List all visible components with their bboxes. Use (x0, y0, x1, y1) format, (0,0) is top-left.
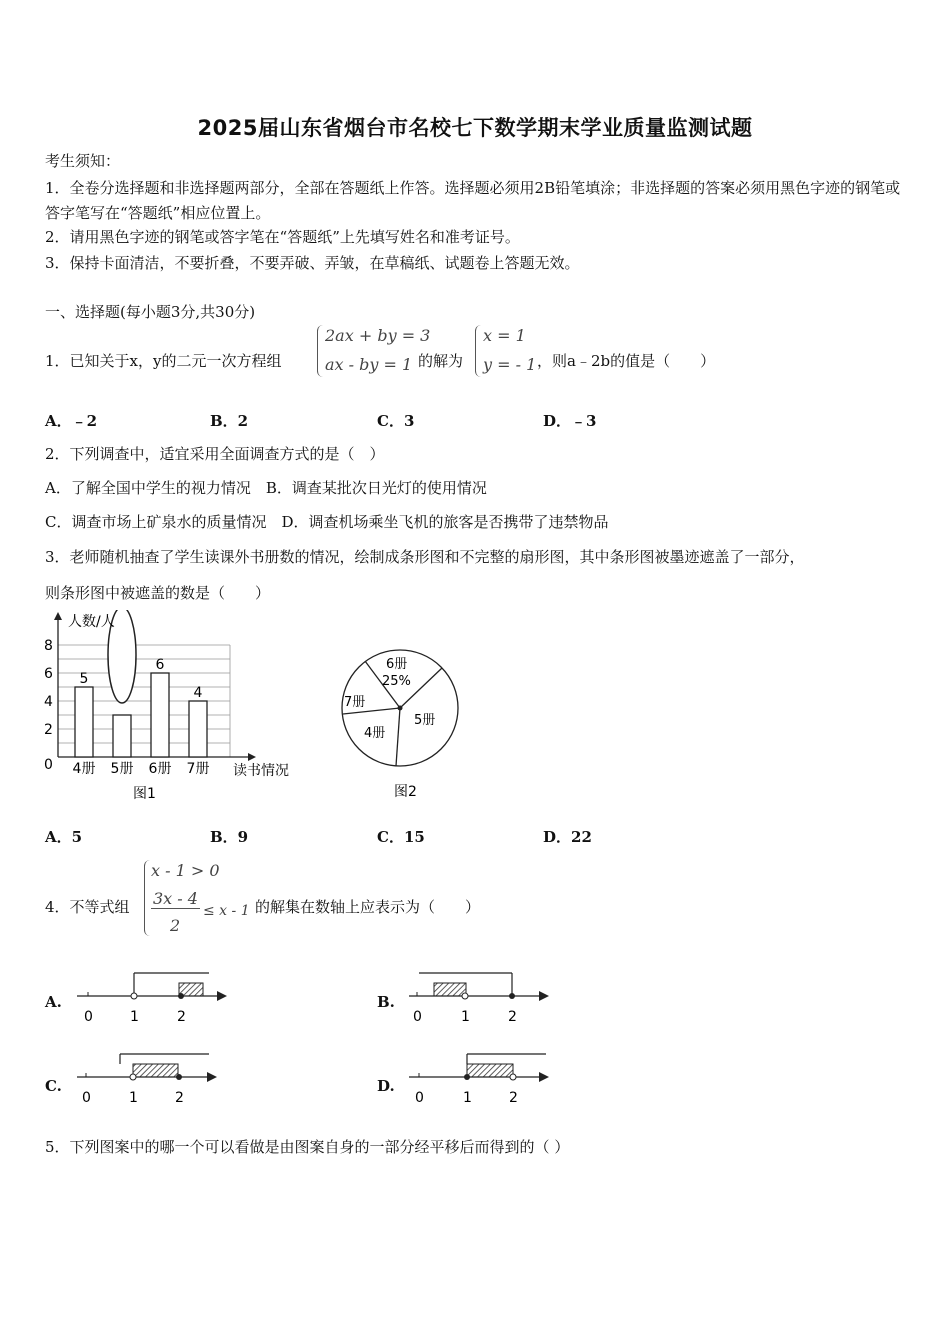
q4-option-a[interactable]: A. (45, 993, 62, 1011)
bar-chart-bar (189, 701, 207, 757)
q3-stem-line2: 则条形图中被遮盖的数是（ ） (45, 584, 271, 602)
q3-option-a[interactable]: A．5 (45, 828, 83, 846)
q4-option-d[interactable]: D. (377, 1077, 395, 1095)
bar-chart-bar (151, 673, 169, 757)
q1-eq2: ax - by = 1 (325, 355, 413, 374)
bar-chart-category-label: 7册 (186, 761, 210, 777)
numberline-b-tick-2: 2 (508, 1009, 517, 1025)
bar-chart-xlabel: 读书情况 (233, 763, 289, 779)
bar-chart-ytick-label: 0 (44, 757, 53, 773)
bar-chart-bar (75, 687, 93, 757)
q2-stem: 2．下列调查中，适宜采用全面调查方式的是（ ） (45, 445, 385, 463)
bar-chart-ytick-label: 6 (44, 666, 53, 682)
section-heading: 一、选择题(每小题3分,共30分) (45, 303, 256, 321)
q3-option-d[interactable]: D．22 (543, 828, 592, 846)
bar-chart-bars (73, 657, 210, 777)
numberline-d-tick-0: 0 (415, 1090, 424, 1106)
q4-option-b[interactable]: B. (377, 993, 395, 1011)
numberline-a-tick-0: 0 (84, 1009, 93, 1025)
q1-option-d[interactable]: D．﹣3 (543, 412, 597, 430)
q3-option-b[interactable]: B．9 (210, 828, 249, 846)
bar-chart-ytick-label: 4 (44, 694, 53, 710)
pie-center (398, 706, 403, 711)
q4-system-brace (144, 860, 151, 936)
pie-label-6: 6册 (386, 657, 408, 672)
q1-sol1: x = 1 (483, 326, 526, 345)
numberline-a-tick-1: 1 (130, 1009, 139, 1025)
bar-chart-y-arrow (54, 612, 62, 620)
pie-label-4: 4册 (364, 726, 386, 741)
pie-annotation: 25% (382, 674, 411, 689)
bar-chart-value-label: 5 (79, 671, 89, 687)
notice-item-2: 2．请用黑色字迹的钢笔或答字笔在“答题纸”上先填写姓名和准考证号。 (45, 228, 520, 246)
q3-stem-line1: 3．老师随机抽查了学生读课外书册数的情况，绘制成条形图和不完整的扇形图，其中条形图被墨迹遮盖了一部分， (45, 548, 805, 566)
numberline-c-tick-0: 0 (82, 1090, 91, 1106)
q2-options-line1[interactable]: A．了解全国中学生的视力情况 B．调查某批次日光灯的使用情况 (45, 479, 487, 497)
q4-suffix: 的解集在数轴上应表示为（ ） (255, 898, 481, 916)
numberline-d-tick-1: 1 (463, 1090, 472, 1106)
q1-system-brace (317, 325, 324, 377)
q4-prefix: 4．不等式组 (45, 898, 130, 916)
numberline-b (404, 965, 559, 1025)
q4-option-c[interactable]: C. (45, 1077, 62, 1095)
q1-solution-brace (475, 325, 482, 377)
numberline-a-tick-2: 2 (177, 1009, 186, 1025)
notice-item-3: 3．保持卡面清洁，不要折叠，不要弄破、弄皱，在草稿纸、试题卷上答题无效。 (45, 254, 580, 272)
bar-chart-value-label: 4 (193, 685, 203, 701)
q4-ineq2-denominator: 2 (170, 916, 181, 935)
notice-heading: 考生须知： (45, 152, 121, 170)
q1-option-a[interactable]: A．﹣2 (45, 412, 98, 430)
q4-ineq2-rest: ≤ x - 1 (203, 903, 250, 919)
bar-chart-category-label: 4册 (72, 761, 96, 777)
numberline-c-tick-2: 2 (175, 1090, 184, 1106)
bar-chart-category-label: 6册 (148, 761, 172, 777)
page-title: 2025届山东省烟台市名校七下数学期末学业质量监测试题 (197, 116, 753, 140)
bar-chart-value-label: 6 (155, 657, 165, 673)
q2-options-line2[interactable]: C．调查市场上矿泉水的质量情况 D．调查机场乘坐飞机的旅客是否携带了违禁物品 (45, 513, 609, 531)
q4-ineq2-numerator: 3x - 4 (153, 889, 198, 908)
numberline-b-tick-0: 0 (413, 1009, 422, 1025)
bar-chart-figure (38, 610, 308, 805)
numberline-c-tick-1: 1 (129, 1090, 138, 1106)
numberline-b-tick-1: 1 (461, 1009, 470, 1025)
numberline-c (72, 1048, 232, 1108)
q1-middle: 的解为 (418, 352, 464, 370)
bar-chart-title: 图1 (133, 786, 156, 802)
bar-chart-category-label: 5册 (110, 761, 134, 777)
q5-stem: 5．下列图案中的哪一个可以看做是由图案自身的一部分经平移后而得到的（ ） (45, 1138, 570, 1156)
q1-option-b[interactable]: B．2 (210, 412, 249, 430)
bar-chart-x-arrow (248, 753, 256, 761)
pie-chart-figure (330, 640, 470, 805)
pie-label-7: 7册 (344, 695, 366, 710)
q4-ineq1: x - 1 > 0 (151, 861, 220, 880)
bar-chart-bar-hidden (113, 715, 131, 757)
notice-item-1: 1．全卷分选择题和非选择题两部分，全部在答题纸上作答。选择题必须用2B铅笔填涂；非选择题的答案必须用黑色字迹的钢笔或答字笔写在“答题纸”相应位置上。 (45, 179, 901, 222)
q1-eq1: 2ax + by = 3 (325, 326, 431, 345)
q1-prefix: 1．已知关于x，y的二元一次方程组 (45, 352, 282, 370)
numberline-d (404, 1048, 559, 1108)
q1-option-c[interactable]: C．3 (377, 412, 415, 430)
q1-suffix: ，则a﹣2b的值是（ ） (537, 352, 716, 370)
bar-chart-ytick-label: 2 (44, 722, 53, 738)
numberline-a (72, 965, 232, 1025)
pie-chart-title: 图2 (394, 784, 417, 800)
numberline-d-tick-2: 2 (509, 1090, 518, 1106)
bar-chart-ylabel: 人数/人 (68, 614, 115, 630)
q3-option-c[interactable]: C．15 (377, 828, 425, 846)
q1-sol2: y = - 1 (483, 355, 537, 374)
pie-label-5: 5册 (414, 713, 436, 728)
bar-chart-ytick-label: 8 (44, 638, 53, 654)
